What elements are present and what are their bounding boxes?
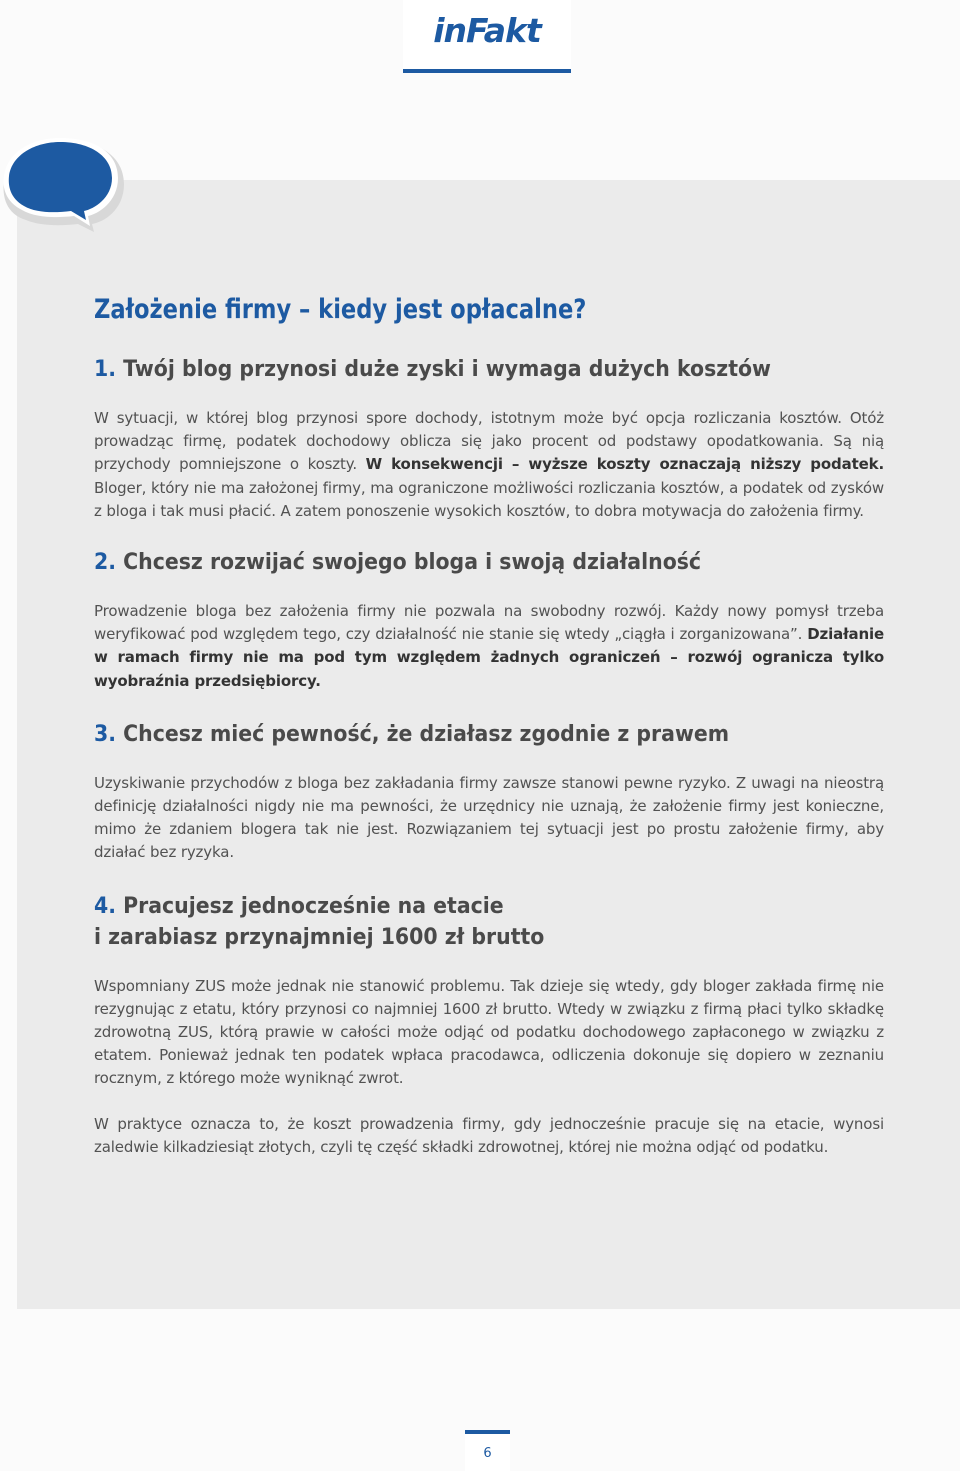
section-1-heading: 1. Twój blog przynosi duże zyski i wymaga dużych kosztów	[94, 357, 771, 382]
section-2-heading: 2. Chcesz rozwijać swojego bloga i swoją działalność	[94, 550, 702, 576]
section-3-heading: 3. Chcesz mieć pewność, że działasz zgodnie z prawem	[94, 721, 730, 747]
infakt-logo: inFakt	[433, 11, 541, 50]
logo-box	[403, 0, 571, 73]
section-4-paragraph-1: Wspomniany ZUS może jednak nie stanowić problemu. Tak dzieje się wtedy, gdy bloger zakłada firmę nie rezygnując z etatu, który przynosi co najmniej 1600 zł brutto. Wtedy w związku z firmą płaci tylko składkę zdrowotną ZUS, którą prawie w całości może odjąć od podatku dochodowego zapłaconego w związku z etatem. Ponieważ jednak ten podatek wpłaca pracodawca, odliczenia dokonuje się dopiero w zeznaniu rocznym, z którego może wyniknąć zwrot.	[94, 976, 884, 1088]
section-3-paragraph: Uzyskiwanie przychodów z bloga bez zakładania firmy zawsze stanowi pewne ryzyko. Z uwagi na nieostrą definicję działalności nigdy nie ma pewności, że urzędnicy nie uznają, że założenie firmy jest konieczne, mimo że zdaniem blogera tak nie jest. Rozwiązaniem tej sytuacji jest po prostu założenie firmy, aby działać bez ryzyka.	[94, 773, 884, 862]
page-title: Założenie firmy – kiedy jest opłacalne?	[94, 294, 587, 325]
section-4-paragraph-2: W praktyce oznacza to, że koszt prowadzenia firmy, gdy jednocześnie pracuje się na etacie, wynosi zaledwie kilkadziesiąt złotych, czyli tę część składki zdrowotnej, której nie można odjąć od podatku.	[94, 1114, 884, 1156]
page-number-box	[465, 1430, 510, 1471]
article-content	[94, 290, 884, 1159]
page-number: 6	[483, 1446, 492, 1461]
section-1-paragraph: W sytuacji, w której blog przynosi spore dochody, istotnym może być opcja rozliczania kosztów. Otóż prowadząc firmę, podatek dochodowy oblicza się jako procent od podstawy opodatkowania. Są nią przychody pomniejszone o koszty. W konsekwencji – wyższe koszty oznaczają niższy podatek. Bloger, który nie ma założonej firmy, ma ograniczone możliwości rozliczania kosztów, a podatek od zysków z bloga i tak musi płacić. A zatem ponoszenie wysokich kosztów, to dobra motywacja do założenia firmy.	[94, 409, 885, 520]
section-4-heading: 4. Pracujesz jednocześnie na etacie i zarabiasz przynajmniej 1600 zł brutto	[94, 893, 545, 950]
speech-bubble-icon	[0, 134, 128, 236]
section-2-paragraph: Prowadzenie bloga bez założenia firmy nie pozwala na swobodny rozwój. Każdy nowy pomysł trzeba weryfikować pod względem tego, czy działalność nie stanie się wtedy „ciągła i zorganizowana”. Działanie w ramach firmy nie ma pod tym względem żadnych ograniczeń – rozwój ogranicza tylko wyobraźnia przedsiębiorcy.	[94, 602, 884, 690]
